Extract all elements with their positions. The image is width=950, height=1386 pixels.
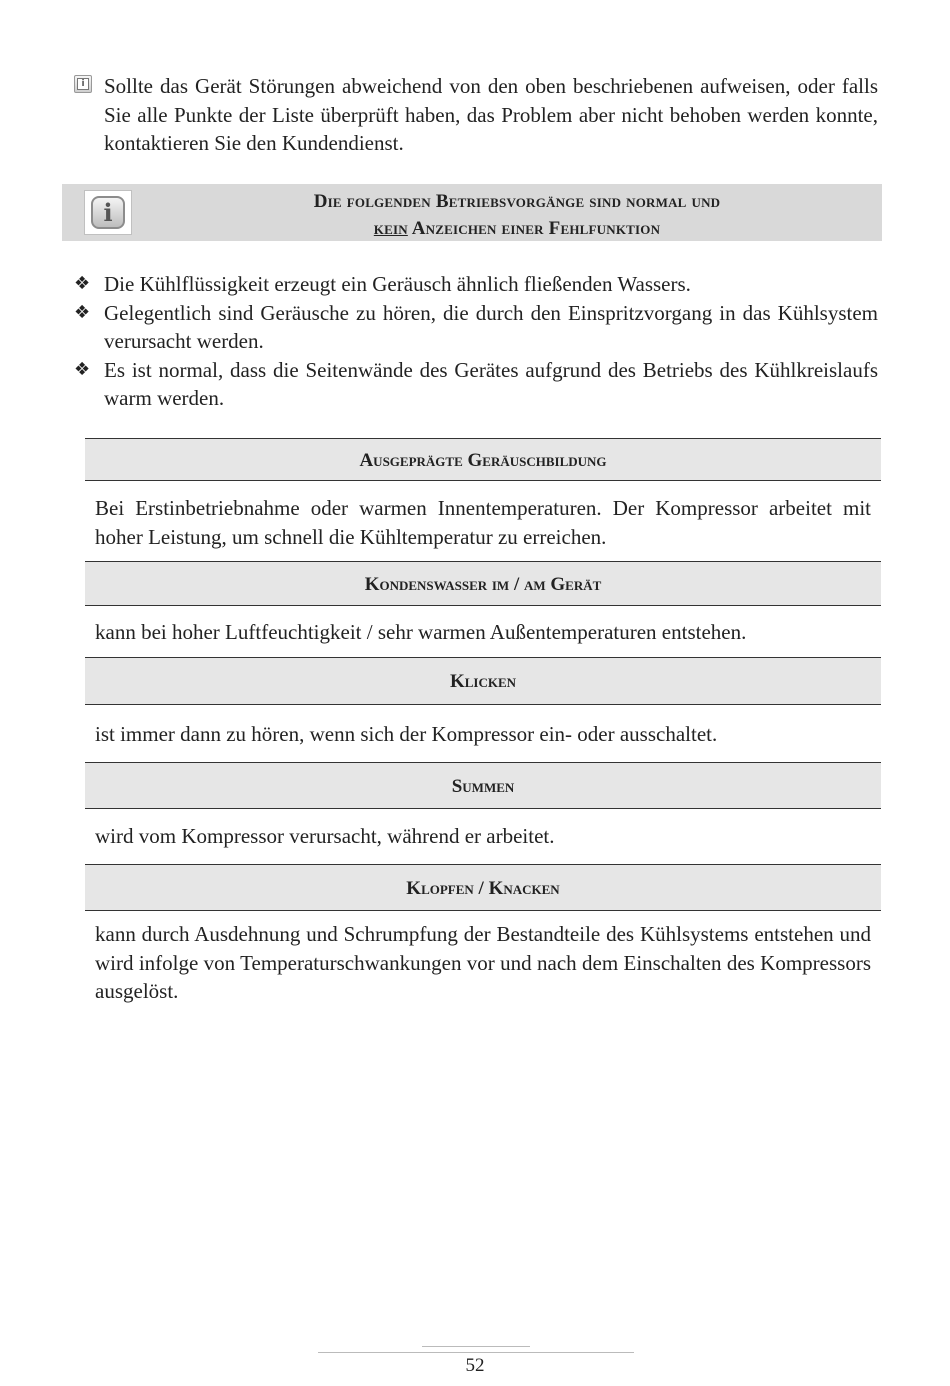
footer-divider — [318, 1352, 634, 1353]
section-body: kann bei hoher Luftfeuchtigkeit / sehr warmen Außentemperaturen entstehen. — [95, 620, 747, 644]
normal-operations-list — [74, 270, 878, 413]
section-heading: Klicken — [85, 657, 881, 705]
diamond-bullet-icon: ❖ — [74, 273, 91, 294]
section-body: ist immer dann zu hören, wenn sich der Kompressor ein- oder ausschaltet. — [95, 722, 718, 746]
info-banner — [62, 184, 882, 241]
section-heading: Ausgeprägte Geräuschbildung — [85, 438, 881, 481]
list-item-text: Gelegentlich sind Geräusche zu hören, die durch den Einspritzvorgang in das Kühlsystem verursacht werden. — [104, 300, 878, 353]
section-heading: Klopfen / Knacken — [85, 864, 881, 911]
banner-line-2-rest: Anzeichen einer Fehlfunktion — [407, 218, 661, 239]
intro-note — [74, 72, 878, 158]
list-item — [74, 299, 878, 356]
banner-title — [172, 188, 862, 242]
banner-underlined-word: kein — [373, 218, 408, 239]
footer-divider — [422, 1346, 530, 1347]
banner-line-2 — [172, 215, 862, 242]
section-body: kann durch Ausdehnung und Schrumpfung der Bestandteile des Kühlsystems entstehen und wird infolge von Temperaturschwankungen vor und nach dem Einschalten des Kompressors ausgelöst. — [95, 922, 871, 1003]
list-item — [74, 356, 878, 413]
info-icon: i — [84, 190, 132, 235]
section-body: wird vom Kompressor verursacht, während er arbeitet. — [95, 824, 555, 848]
info-icon: i — [74, 75, 92, 93]
section-heading: Summen — [85, 762, 881, 809]
list-item — [74, 270, 878, 299]
section-body: Bei Erstinbetriebnahme oder warmen Innentemperaturen. Der Kompressor arbeitet mit hoher Leistung, um schnell die Kühltemperatur zu erreichen. — [95, 496, 871, 549]
diamond-bullet-icon: ❖ — [74, 358, 91, 380]
diamond-bullet-icon: ❖ — [74, 301, 91, 323]
banner-line-1: Die folgenden Betriebsvorgänge sind normal und — [313, 191, 721, 212]
list-item-text: Es ist normal, dass die Seitenwände des Gerätes aufgrund des Betriebs des Kühlkreislaufs warm werden. — [104, 357, 878, 410]
page-number: 52 — [465, 1355, 485, 1376]
intro-text: Sollte das Gerät Störungen abweichend von den oben beschriebenen aufweisen, oder falls Sie alle Punkte der Liste überprüft haben, das Problem aber nicht behoben werden konnte, kontaktieren Sie den Kundendienst. — [104, 74, 878, 155]
section-heading: Kondenswasser im / am Gerät — [85, 561, 881, 606]
list-item-text: Die Kühlflüssigkeit erzeugt ein Geräusch ähnlich fließenden Wassers. — [104, 272, 691, 296]
